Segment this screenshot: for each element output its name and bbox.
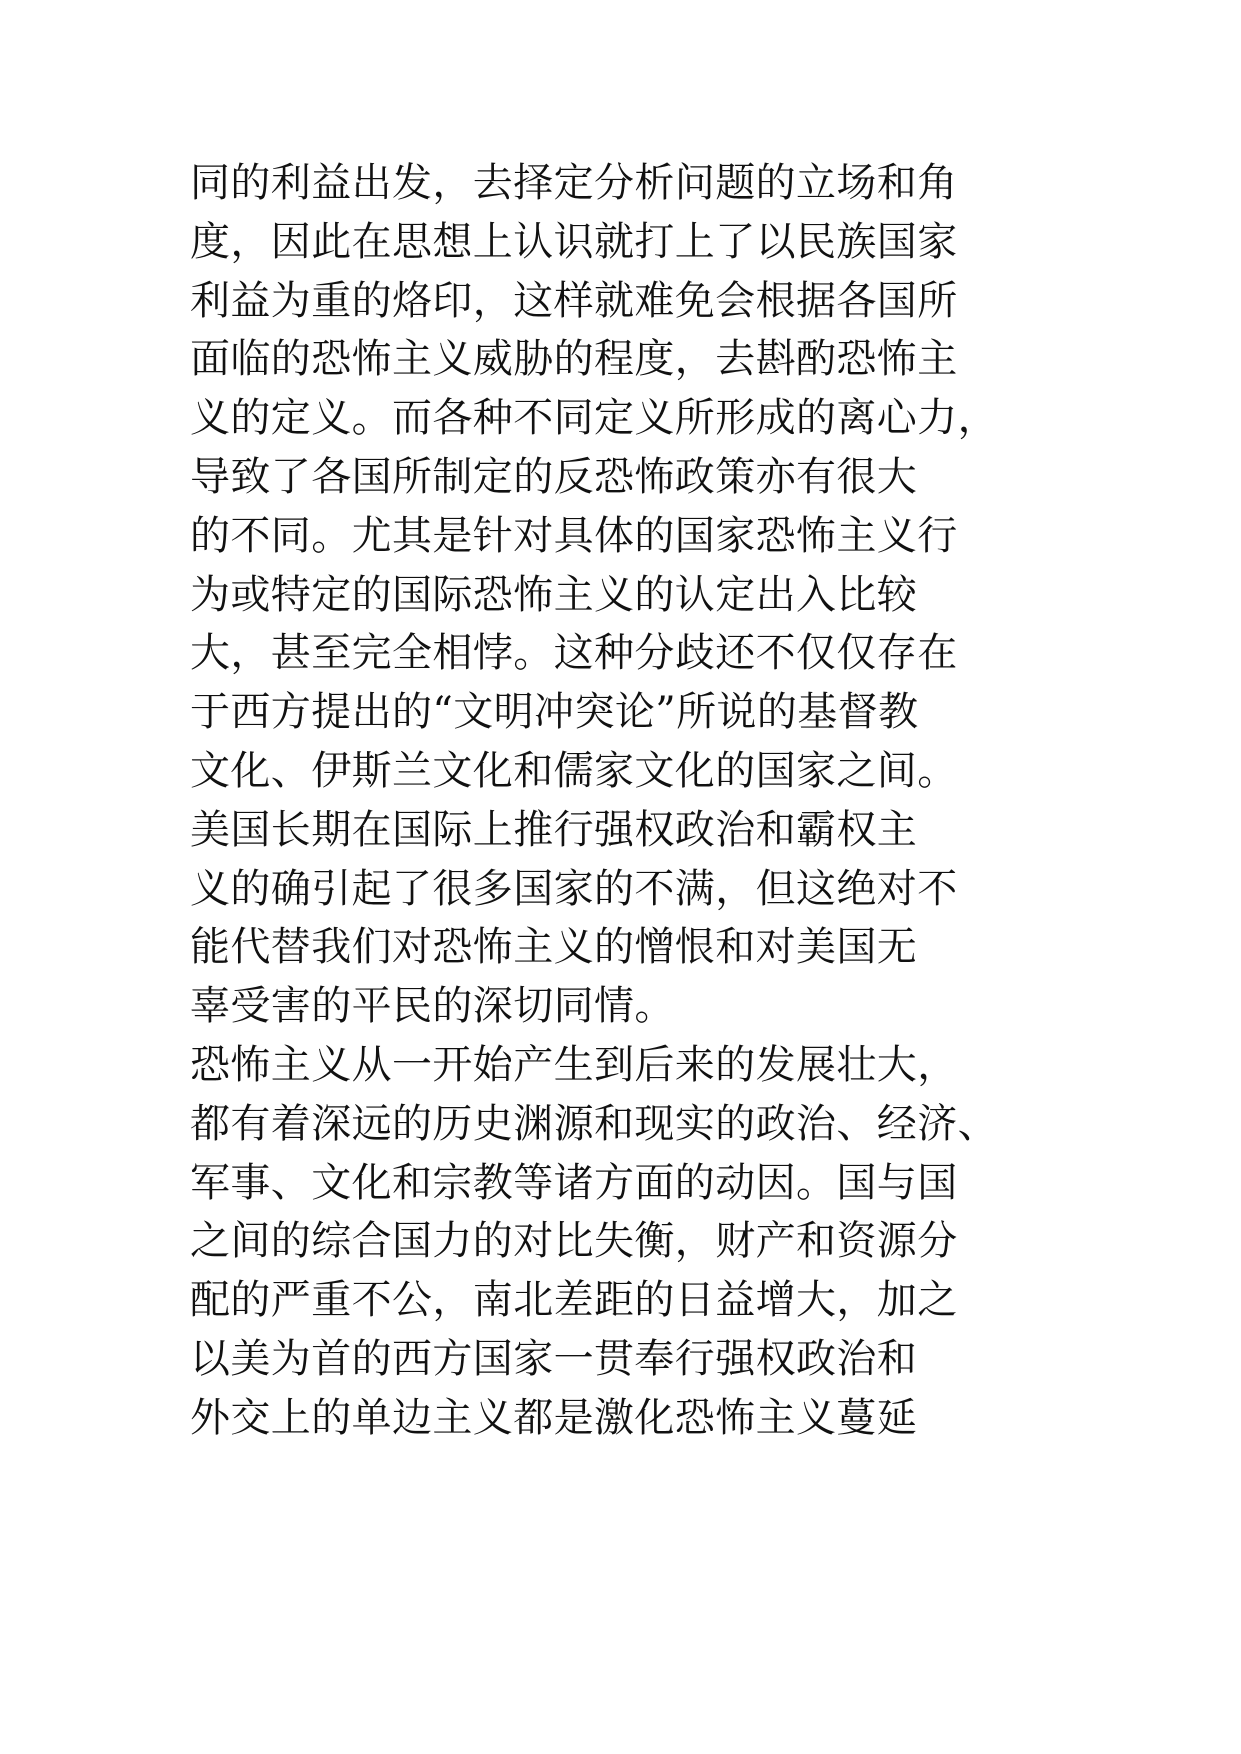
text-line: 义的定义。而各种不同定义所形成的离心力， [190, 395, 998, 442]
text-line: 为或特定的国际恐怖主义的认定出入比较 [190, 571, 918, 618]
text-line: 文化、伊斯兰文化和儒家文化的国家之间。 [190, 747, 958, 794]
text-line: 义的确引起了很多国家的不满，但这绝对不 [190, 865, 958, 912]
text-line: 面临的恐怖主义威胁的程度，去斟酌恐怖主 [190, 336, 958, 383]
text-line: 恐怖主义从一开始产生到后来的发展壮大， [190, 1041, 958, 1088]
text-line: 之间的综合国力的对比失衡，财产和资源分 [190, 1218, 958, 1265]
text-line: 利益为重的烙印，这样就难免会根据各国所 [190, 277, 958, 324]
text-line: 配的严重不公，南北差距的日益增大，加之 [190, 1277, 958, 1324]
document-body [190, 154, 1090, 1448]
text-line: 以美为首的西方国家一贯奉行强权政治和 [190, 1335, 918, 1382]
text-line: 大，甚至完全相悖。这种分歧还不仅仅存在 [190, 630, 958, 677]
text-line: 美国长期在国际上推行强权政治和霸权主 [190, 806, 918, 853]
text-line: 导致了各国所制定的反恐怖政策亦有很大 [190, 453, 918, 500]
text-line: 军事、文化和宗教等诸方面的动因。国与国 [190, 1159, 958, 1206]
text-line: 能代替我们对恐怖主义的憎恨和对美国无 [190, 924, 918, 971]
text-line: 于西方提出的“文明冲突论”所说的基督教 [190, 689, 919, 736]
text-line: 的不同。尤其是针对具体的国家恐怖主义行 [190, 512, 958, 559]
text-line: 外交上的单边主义都是激化恐怖主义蔓延 [190, 1394, 918, 1441]
text-line: 都有着深远的历史渊源和现实的政治、经济、 [190, 1100, 998, 1147]
text-line: 辜受害的平民的深切同情。 [190, 983, 675, 1030]
text-line: 同的利益出发，去择定分析问题的立场和角 [190, 160, 958, 206]
text-line: 度，因此在思想上认识就打上了以民族国家 [190, 218, 958, 265]
